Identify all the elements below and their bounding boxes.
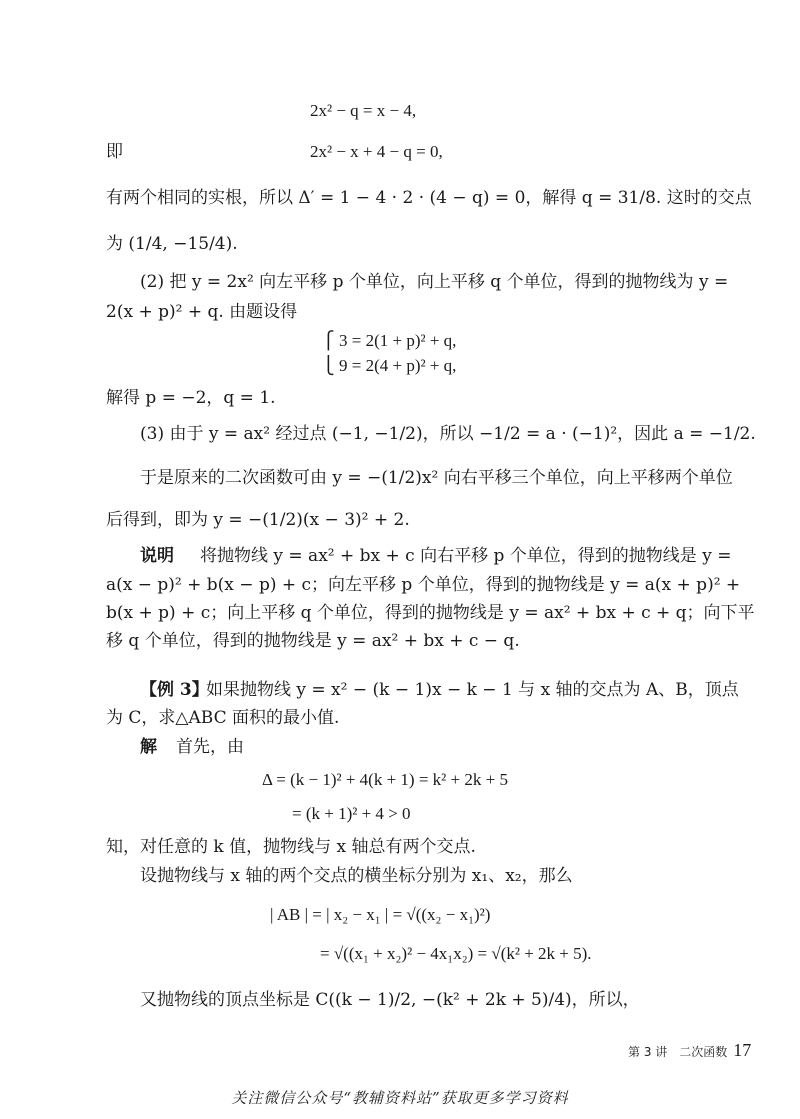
text-line: 2(x + p)² + q. 由题设得 [106, 302, 298, 322]
equation-line: Δ = (k − 1)² + 4(k + 1) = k² + 2k + 5 [262, 770, 508, 789]
watermark-text: 关注微信公众号“教辅资料站”获取更多学习资料 [231, 1089, 569, 1107]
text-line: (2) 把 y = 2x² 向左平移 p 个单位，向上平移 q 个单位，得到的抛物线为 y = [140, 272, 729, 292]
text-line: 将抛物线 y = ax² + bx + c 向右平移 p 个单位，得到的抛物线是 y = [200, 546, 732, 566]
equation-line: = (k + 1)² + 4 > 0 [292, 804, 411, 823]
text-line: 有两个相同的实根，所以 Δ′ = 1 − 4 · 2 · (4 − q) = 0，解得 q = 31/8. 这时的交点 [106, 188, 752, 208]
page-number: 17 [733, 1040, 752, 1060]
equation-line: 2x² − x + 4 − q = 0, [310, 142, 443, 161]
page-footer [628, 1040, 751, 1062]
text-line: a(x − p)² + b(x − p) + c；向左平移 p 个单位，得到的抛物线是 y = a(x + p)² + [106, 575, 741, 595]
equation-line: | AB | = | x₂ − x₁ | = √((x₂ − x₁)²) [270, 905, 491, 924]
text-line: 首先，由 [176, 737, 244, 757]
text-line: 如果抛物线 y = x² − (k − 1)x − k − 1 与 x 轴的交点为 A、B，顶点 [206, 680, 739, 700]
solution-label: 解 [140, 737, 157, 757]
text-line: 又抛物线的顶点坐标是 C((k − 1)/2, −(k² + 2k + 5)/4)，所以， [140, 990, 640, 1010]
text-line: (3) 由于 y = ax² 经过点 (−1, −1/2)，所以 −1/2 = a · (−1)²，因此 a = −1/2. [140, 424, 756, 444]
text-line: 设抛物线与 x 轴的两个交点的横坐标分别为 x₁、x₂，那么 [140, 866, 573, 886]
example-label: 【例 3】 [140, 680, 209, 700]
remark-label: 说明 [140, 546, 174, 566]
text-line: 为 C，求△ABC 面积的最小值. [106, 708, 340, 728]
text-line: 后得到，即为 y = −(1/2)(x − 3)² + 2. [106, 510, 410, 530]
text-line: 于是原来的二次函数可由 y = −(1/2)x² 向右平移三个单位，向上平移两个单位 [140, 468, 733, 488]
text-line: 为 (1/4, −15/4). [106, 234, 238, 254]
text-line: 知，对任意的 k 值，抛物线与 x 轴总有两个交点. [106, 837, 476, 857]
text-line: 移 q 个单位，得到的抛物线是 y = ax² + bx + c − q. [106, 631, 520, 651]
equation-line: ⎩ 9 = 2(4 + p)² + q, [322, 356, 457, 375]
text-line: 即 [106, 142, 123, 162]
equation-line: ⎧ 3 = 2(1 + p)² + q, [322, 331, 457, 350]
equation-line: 2x² − q = x − 4, [310, 101, 417, 120]
equation-line: = √((x₁ + x₂)² − 4x₁x₂) = √(k² + 2k + 5). [320, 944, 592, 963]
text-line: b(x + p) + c；向上平移 q 个单位，得到的抛物线是 y = ax² + bx + c + q；向下平 [106, 603, 755, 623]
text-line: 解得 p = −2，q = 1. [106, 388, 276, 408]
chapter-label: 第 3 讲 二次函数 [628, 1045, 728, 1059]
